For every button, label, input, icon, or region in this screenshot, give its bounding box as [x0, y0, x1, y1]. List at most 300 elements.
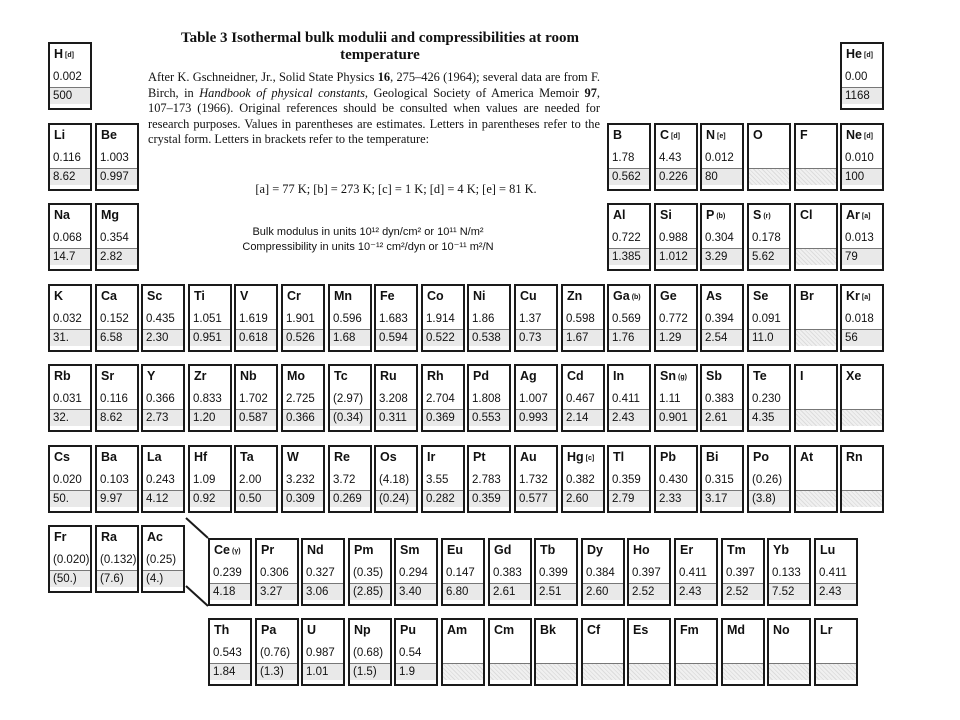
element-symbol	[287, 450, 299, 464]
compressibility-value	[536, 663, 576, 680]
element-symbol-text: As	[706, 289, 722, 303]
compressibility-value: 0.226	[656, 168, 696, 185]
element-cell-ni	[467, 284, 511, 352]
bulk-modulus-value: 1.007	[519, 393, 548, 405]
compressibility-value: 4.12	[143, 490, 183, 507]
bulk-modulus-value: 4.43	[659, 152, 682, 164]
element-cell-np	[348, 618, 392, 686]
compressibility-value: 3.27	[257, 583, 297, 600]
element-symbol-text: Np	[354, 623, 371, 637]
element-symbol-text: Es	[633, 623, 649, 637]
compressibility-value: 0.951	[190, 329, 230, 346]
element-symbol	[354, 543, 373, 557]
element-cell-c	[654, 123, 698, 191]
bulk-modulus-value: 0.397	[726, 567, 755, 579]
element-symbol-text: Pu	[400, 623, 416, 637]
element-symbol-text: Be	[101, 128, 117, 142]
element-symbol-text: I	[800, 369, 804, 383]
element-cell-ca	[95, 284, 139, 352]
compressibility-value: 0.997	[97, 168, 137, 185]
crystal-form-label: [a]	[861, 294, 871, 301]
compressibility-value: 80	[702, 168, 742, 185]
compressibility-value: 0.311	[376, 409, 416, 426]
element-symbol	[494, 543, 511, 557]
compressibility-value: 1.20	[190, 409, 230, 426]
bulk-modulus-value: 0.031	[53, 393, 82, 405]
element-symbol-text: Br	[800, 289, 814, 303]
bulk-modulus-value: 0.569	[612, 313, 641, 325]
bulk-modulus-value: 0.103	[100, 474, 129, 486]
element-symbol	[101, 208, 119, 222]
bulk-modulus-value: 0.178	[752, 232, 781, 244]
units-compressibility: Compressibility in units 10⁻¹² cm²/dyn or 10⁻¹¹ m²/N	[242, 241, 494, 253]
element-symbol	[194, 450, 207, 464]
compressibility-value: 14.7	[50, 248, 90, 265]
element-symbol-text: Ag	[520, 369, 537, 383]
bulk-modulus-value: 0.833	[193, 393, 222, 405]
bulk-modulus-value: 0.543	[213, 647, 242, 659]
element-symbol-text: Ru	[380, 369, 397, 383]
element-symbol	[587, 623, 600, 637]
element-symbol-text: Cs	[54, 450, 70, 464]
element-symbol-text: Hg	[567, 450, 584, 464]
element-symbol	[147, 530, 163, 544]
element-symbol-text: Fr	[54, 530, 67, 544]
element-symbol-text: Zn	[567, 289, 583, 303]
compressibility-value: 0.309	[283, 490, 323, 507]
element-cell-pa	[255, 618, 299, 686]
element-symbol	[101, 369, 114, 383]
compressibility-value: 0.993	[516, 409, 556, 426]
element-cell-sr	[95, 364, 139, 432]
element-cell-in	[607, 364, 651, 432]
compressibility-value: 2.73	[143, 409, 183, 426]
element-cell-pd	[467, 364, 511, 432]
crystal-form-label: [d]	[671, 133, 680, 140]
bulk-modulus-value: 0.306	[260, 567, 289, 579]
element-symbol	[400, 543, 419, 557]
element-symbol	[846, 289, 870, 303]
element-cell-pm	[348, 538, 392, 606]
compressibility-value: 0.553	[469, 409, 509, 426]
compressibility-value: 1.29	[656, 329, 696, 346]
element-symbol	[380, 450, 397, 464]
element-symbol-text: U	[307, 623, 317, 637]
compressibility-value: 1.84	[210, 663, 250, 680]
element-symbol	[194, 369, 207, 383]
bulk-modulus-value: 0.435	[146, 313, 175, 325]
element-symbol-text: Yb	[773, 543, 789, 557]
element-symbol	[613, 128, 622, 142]
element-cell-ba	[95, 445, 139, 513]
element-symbol-text: Ar	[846, 208, 860, 222]
bulk-modulus-value: 0.987	[306, 647, 335, 659]
compressibility-value: 0.901	[656, 409, 696, 426]
element-symbol-text: Mn	[334, 289, 353, 303]
element-cell-v	[234, 284, 278, 352]
element-cell-i	[794, 364, 838, 432]
element-cell-sn	[654, 364, 698, 432]
element-symbol-text: F	[800, 128, 808, 142]
element-cell-hg	[561, 445, 605, 513]
compressibility-value: 1.01	[303, 663, 343, 680]
crystal-form-label: (b)	[631, 294, 641, 301]
element-symbol	[633, 543, 650, 557]
element-symbol-text: Tb	[540, 543, 556, 557]
bulk-modulus-value: (0.68)	[353, 647, 384, 659]
bulk-modulus-value: 0.147	[446, 567, 475, 579]
bulk-modulus-value: 0.091	[752, 313, 781, 325]
compressibility-value: 2.43	[676, 583, 716, 600]
element-symbol	[261, 543, 274, 557]
element-symbol-text: Sr	[101, 369, 115, 383]
bulk-modulus-value: 1.732	[519, 474, 548, 486]
bulk-modulus-value: 2.704	[426, 393, 455, 405]
bulk-modulus-value: 0.397	[632, 567, 661, 579]
compressibility-value: 0.522	[423, 329, 463, 346]
element-symbol-text: Pr	[261, 543, 275, 557]
element-cell-fm	[674, 618, 718, 686]
compressibility-value: (7.6)	[97, 570, 137, 587]
element-cell-se	[747, 284, 791, 352]
bulk-modulus-value: 1.702	[239, 393, 268, 405]
element-symbol	[613, 369, 624, 383]
compressibility-value: 79	[842, 248, 882, 265]
bulk-modulus-value: 0.010	[845, 152, 874, 164]
intro-volume-2: 97	[584, 85, 597, 100]
element-symbol-text: Sc	[147, 289, 163, 303]
compressibility-value: 500	[50, 87, 90, 104]
element-cell-ta	[234, 445, 278, 513]
element-symbol-text: Ra	[101, 530, 117, 544]
element-symbol	[587, 543, 603, 557]
compressibility-value: 2.43	[609, 409, 649, 426]
compressibility-value: (0.34)	[330, 409, 370, 426]
element-symbol	[307, 543, 324, 557]
element-cell-bk	[534, 618, 578, 686]
element-symbol-text: B	[613, 128, 623, 142]
compressibility-value: 0.618	[236, 329, 276, 346]
element-symbol	[54, 289, 63, 303]
bulk-modulus-value: 0.383	[705, 393, 734, 405]
compressibility-value: 8.62	[97, 409, 137, 426]
compressibility-value	[443, 663, 483, 680]
element-cell-am	[441, 618, 485, 686]
element-symbol	[427, 289, 444, 303]
element-cell-kr	[840, 284, 884, 352]
element-symbol	[660, 289, 677, 303]
element-cell-rb	[48, 364, 92, 432]
compressibility-value	[796, 248, 836, 265]
compressibility-value: 7.52	[769, 583, 809, 600]
element-symbol	[567, 450, 594, 464]
element-symbol-text: P	[706, 208, 715, 222]
element-symbol-text: Pt	[473, 450, 486, 464]
element-symbol-text: Li	[54, 128, 66, 142]
bulk-modulus-value: 0.354	[100, 232, 129, 244]
element-symbol	[706, 208, 725, 222]
element-cell-he	[840, 42, 884, 110]
compressibility-value	[796, 490, 836, 507]
element-cell-p	[700, 203, 744, 271]
temperature-key: [a] = 77 K; [b] = 273 K; [c] = 1 K; [d] = 4 K; [e] = 81 K.	[255, 182, 537, 196]
element-symbol-text: Er	[680, 543, 694, 557]
element-symbol-text: Si	[660, 208, 672, 222]
compressibility-value: 2.60	[563, 490, 603, 507]
element-symbol	[380, 289, 395, 303]
bulk-modulus-value: 0.243	[146, 474, 175, 486]
element-symbol	[520, 450, 537, 464]
element-symbol-text: Ge	[660, 289, 677, 303]
element-cell-hf	[188, 445, 232, 513]
compressibility-value: 0.366	[283, 409, 323, 426]
compressibility-value: 2.61	[490, 583, 530, 600]
element-cell-ir	[421, 445, 465, 513]
bulk-modulus-value: 0.598	[566, 313, 595, 325]
element-cell-cm	[488, 618, 532, 686]
element-cell-fr	[48, 525, 92, 593]
bulk-modulus-value: 0.383	[493, 567, 522, 579]
compressibility-value	[490, 663, 530, 680]
compressibility-value: 2.52	[629, 583, 669, 600]
element-symbol	[800, 289, 814, 303]
element-symbol	[240, 369, 257, 383]
element-symbol	[400, 623, 416, 637]
element-cell-pu	[394, 618, 438, 686]
compressibility-value: 3.40	[396, 583, 436, 600]
compressibility-value: 6.58	[97, 329, 137, 346]
element-cell-na	[48, 203, 92, 271]
element-symbol	[287, 289, 301, 303]
element-symbol-text: Te	[753, 369, 767, 383]
element-symbol-text: Pm	[354, 543, 374, 557]
element-symbol-text: Ac	[147, 530, 163, 544]
compressibility-value: 0.538	[469, 329, 509, 346]
compressibility-value: 0.369	[423, 409, 463, 426]
element-symbol	[334, 369, 348, 383]
element-symbol	[240, 289, 248, 303]
element-symbol	[846, 47, 873, 61]
element-cell-n	[700, 123, 744, 191]
bulk-modulus-value: 0.988	[659, 232, 688, 244]
element-symbol	[706, 369, 722, 383]
bulk-modulus-value: 1.37	[519, 313, 542, 325]
compressibility-value	[842, 490, 882, 507]
bulk-modulus-value: 0.467	[566, 393, 595, 405]
element-symbol-text: Nd	[307, 543, 324, 557]
bulk-modulus-value: 0.00	[845, 71, 868, 83]
element-symbol	[54, 47, 74, 61]
element-symbol-text: Tc	[334, 369, 348, 383]
element-symbol	[287, 369, 305, 383]
crystal-form-label: [a]	[861, 213, 871, 220]
element-cell-pb	[654, 445, 698, 513]
crystal-form-label: (g)	[677, 374, 687, 381]
compressibility-value: 6.80	[443, 583, 483, 600]
element-symbol-text: Rh	[427, 369, 444, 383]
bulk-modulus-value: 1.11	[659, 393, 681, 405]
element-symbol-text: Se	[753, 289, 769, 303]
element-symbol-text: Rb	[54, 369, 71, 383]
element-symbol	[54, 208, 70, 222]
element-cell-ge	[654, 284, 698, 352]
element-cell-es	[627, 618, 671, 686]
crystal-form-label: [c]	[585, 455, 595, 462]
compressibility-value: 1.76	[609, 329, 649, 346]
element-symbol	[613, 450, 624, 464]
element-cell-cd	[561, 364, 605, 432]
element-symbol-text: Ti	[194, 289, 205, 303]
compressibility-value	[629, 663, 669, 680]
table-title-line1: Table 3 Isothermal bulk modulii and compressibilities at room	[180, 30, 580, 46]
bulk-modulus-value: 3.72	[333, 474, 356, 486]
element-symbol-text: Y	[147, 369, 156, 383]
element-symbol-text: Pd	[473, 369, 489, 383]
compressibility-value	[749, 168, 789, 185]
element-symbol	[147, 450, 162, 464]
element-symbol-text: Ho	[633, 543, 650, 557]
element-cell-tm	[721, 538, 765, 606]
bulk-modulus-value: 0.384	[586, 567, 615, 579]
bulk-modulus-value: 0.133	[772, 567, 801, 579]
bulk-modulus-value: (4.18)	[379, 474, 410, 486]
element-symbol-text: Dy	[587, 543, 603, 557]
element-cell-sc	[141, 284, 185, 352]
compressibility-value: 1.67	[563, 329, 603, 346]
compressibility-value: (50.)	[50, 570, 90, 587]
element-cell-rh	[421, 364, 465, 432]
compressibility-value: (3.8)	[749, 490, 789, 507]
element-symbol-text: In	[613, 369, 625, 383]
element-symbol	[800, 450, 813, 464]
element-symbol-text: At	[800, 450, 814, 464]
compressibility-value: 0.73	[516, 329, 556, 346]
compressibility-value	[723, 663, 763, 680]
element-cell-nd	[301, 538, 345, 606]
compressibility-value: 3.06	[303, 583, 343, 600]
compressibility-value: 2.30	[143, 329, 183, 346]
element-symbol-text: Co	[427, 289, 444, 303]
element-symbol-text: Rn	[846, 450, 863, 464]
element-symbol	[147, 369, 155, 383]
element-symbol-text: Tl	[613, 450, 625, 464]
element-symbol	[660, 208, 672, 222]
element-symbol-text: Am	[447, 623, 468, 637]
bulk-modulus-value: (2.97)	[333, 393, 364, 405]
element-cell-no	[767, 618, 811, 686]
element-symbol-text: Mg	[101, 208, 120, 222]
bulk-modulus-value: 0.152	[100, 313, 129, 325]
element-symbol-text: Fm	[680, 623, 699, 637]
element-symbol-text: Cl	[800, 208, 813, 222]
element-cell-tl	[607, 445, 651, 513]
element-symbol-text: S	[753, 208, 762, 222]
bulk-modulus-value: 1.09	[193, 474, 216, 486]
element-symbol-text: Cd	[567, 369, 584, 383]
element-symbol	[633, 623, 648, 637]
element-symbol-text: Ta	[240, 450, 254, 464]
element-symbol	[54, 128, 65, 142]
bulk-modulus-value: 0.032	[53, 313, 82, 325]
element-symbol-text: N	[706, 128, 716, 142]
element-symbol	[800, 369, 803, 383]
intro-volume-1: 16	[377, 70, 391, 84]
compressibility-value: 4.35	[749, 409, 789, 426]
element-cell-h	[48, 42, 92, 110]
compressibility-value: 1168	[842, 87, 882, 104]
element-cell-la	[141, 445, 185, 513]
compressibility-value: (2.85)	[350, 583, 390, 600]
element-cell-si	[654, 203, 698, 271]
element-symbol-text: Os	[380, 450, 397, 464]
element-cell-ag	[514, 364, 558, 432]
element-symbol	[427, 369, 444, 383]
bulk-modulus-value: 0.239	[213, 567, 242, 579]
bulk-modulus-value: 0.722	[612, 232, 641, 244]
compressibility-value	[816, 663, 856, 680]
bulk-modulus-value: 0.230	[752, 393, 781, 405]
bulk-modulus-value: 0.54	[399, 647, 422, 659]
element-cell-pr	[255, 538, 299, 606]
element-symbol	[494, 623, 514, 637]
compressibility-value: (0.24)	[376, 490, 416, 507]
element-cell-pt	[467, 445, 511, 513]
element-symbol	[334, 450, 350, 464]
bulk-modulus-value: 2.783	[472, 474, 501, 486]
element-cell-at	[794, 445, 838, 513]
element-symbol-text: Cu	[520, 289, 537, 303]
element-symbol-text: Ga	[613, 289, 630, 303]
element-symbol-text: Fe	[380, 289, 395, 303]
bulk-modulus-value: 1.914	[426, 313, 455, 325]
element-symbol	[54, 450, 70, 464]
element-symbol	[214, 623, 229, 637]
element-cell-as	[700, 284, 744, 352]
bulk-modulus-value: 2.00	[239, 474, 262, 486]
bulk-modulus-value: 0.002	[53, 71, 82, 83]
element-cell-ne	[840, 123, 884, 191]
table-title-line2: temperature	[340, 47, 420, 63]
element-cell-y	[141, 364, 185, 432]
element-cell-yb	[767, 538, 811, 606]
element-cell-lu	[814, 538, 858, 606]
element-symbol	[240, 450, 254, 464]
element-symbol	[101, 530, 117, 544]
element-symbol	[800, 128, 808, 142]
bulk-modulus-value: 0.327	[306, 567, 335, 579]
bulk-modulus-value: 1.003	[100, 152, 129, 164]
bulk-modulus-value: 0.382	[566, 474, 595, 486]
element-cell-sb	[700, 364, 744, 432]
compressibility-value: 2.52	[723, 583, 763, 600]
element-symbol	[540, 543, 555, 557]
bulk-modulus-value: 0.116	[53, 152, 81, 164]
element-cell-mn	[328, 284, 372, 352]
compressibility-value: 2.54	[702, 329, 742, 346]
element-cell-b	[607, 123, 651, 191]
element-cell-w	[281, 445, 325, 513]
element-cell-tb	[534, 538, 578, 606]
element-symbol-text: Th	[214, 623, 230, 637]
element-cell-zn	[561, 284, 605, 352]
compressibility-value: 0.526	[283, 329, 323, 346]
bulk-modulus-value: 3.55	[426, 474, 449, 486]
element-symbol	[334, 289, 352, 303]
compressibility-value: 56	[842, 329, 882, 346]
bulk-modulus-value: (0.25)	[146, 554, 177, 566]
element-symbol-text: Cm	[494, 623, 515, 637]
table-title	[160, 30, 600, 64]
